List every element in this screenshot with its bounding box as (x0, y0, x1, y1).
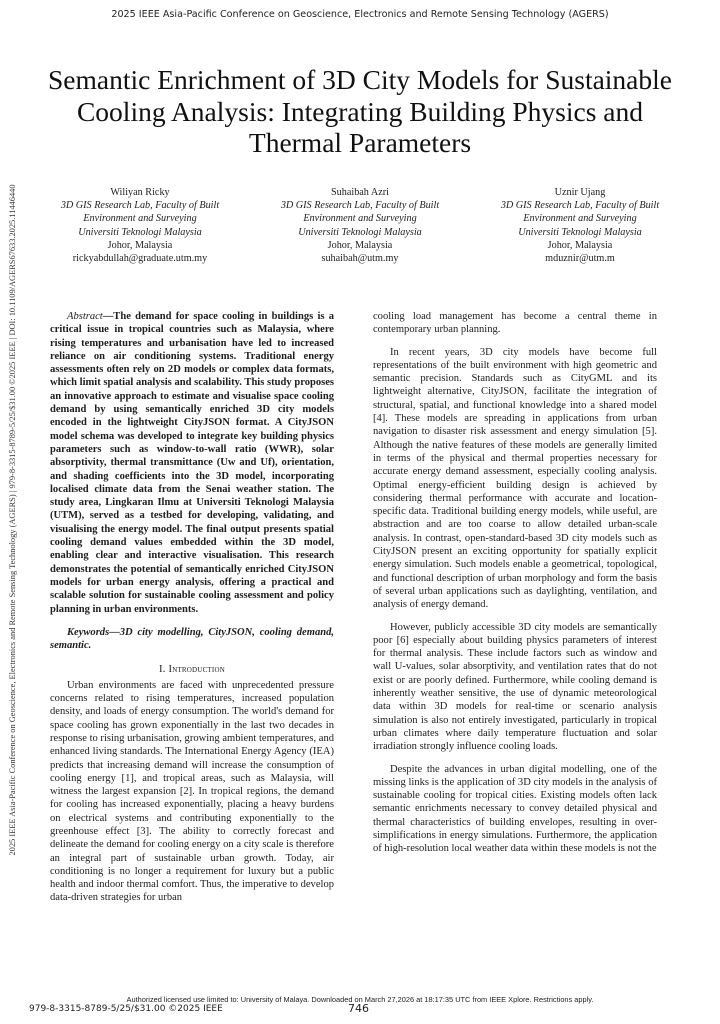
author-location: Johor, Malaysia (327, 239, 393, 251)
author-affiliation: Universiti Teknologi Malaysia (518, 226, 642, 238)
body-paragraph: cooling load management has become a central theme in contemporary urban planning. (373, 311, 657, 336)
author-affiliation: 3D GIS Research Lab, Faculty of Built (500, 200, 660, 212)
paper-title: Semantic Enrichment of 3D City Models for Sustainable Cooling Analysis: Integrating Building Physics and Thermal Parameters (48, 64, 672, 158)
author-name: Uznir Ujang (554, 187, 606, 198)
abstract (50, 310, 334, 616)
author-affiliation: 3D GIS Research Lab, Faculty of Built (60, 200, 220, 212)
keywords: Keywords—3D city modelling, CityJSON, cooling demand, semantic. (50, 626, 334, 652)
author-affiliation: Environment and Surveying (83, 213, 197, 225)
author-block (30, 186, 690, 265)
side-copyright-strip: 2025 IEEE Asia-Pacific Conference on Geoscience, Electronics and Remote Sensing Technology (AGERS) | 979-8-3315-8789-5/25/$31.00 ©2025 IEEE | DOI: 10.1109/AGERS67633.2025.11446440 (8, 184, 17, 856)
author-card (250, 186, 470, 265)
abstract-label: Abstract (67, 311, 103, 322)
author-email[interactable]: rickyabdullah@graduate.utm.my (72, 253, 208, 265)
left-column (50, 310, 334, 905)
author-affiliation: 3D GIS Research Lab, Faculty of Built (280, 200, 440, 212)
author-name: Wiliyan Ricky (110, 187, 170, 198)
body-paragraph: Urban environments are faced with unprecedented pressure concerns related to rising temperatures, increased population density, and loads of energy consumption. The world's demand for space cooling has grown exponentially in the last two decades in response to rising urbanisation, growing ambient temperatures, and enhanced living standards. The International Energy Agency (IEA) predicts that increasing demand will increase the consumption of cooling energy [1], and tropical areas, such as Malaysia, will witness the largest expansion [2]. In tropical regions, the demand for cooling has increased exponentially, placing a heavy burdens on electrical systems and contributing exponentially to the greenhouse effect [3]. The ability to correctly forecast and delineate the demand for cooling energy on a city scale is therefore an integral part of sustainable urban growth. Today, air conditioning is no longer a requirement for luxury but a public health and indoor thermal comfort. Thus, the imperative to develop data-driven strategies for urban (50, 679, 334, 904)
section-heading-introduction: I. Introduction (159, 664, 225, 676)
author-email[interactable]: mduznir@utm.m (545, 253, 615, 265)
author-affiliation: Universiti Teknologi Malaysia (298, 226, 422, 238)
page-number: 746 (348, 1002, 369, 1015)
author-card (30, 186, 250, 265)
abstract-text: —The demand for space cooling in buildings is a critical issue in tropical countries such as Malaysia, where rising temperatures and urbanisation have led to increased reliance on air conditioning systems. Traditional energy assessments often rely on 2D models or complex data formats, which limit spatial analysis and scalability. This study proposes an innovative approach to estimate and visualise space cooling demand by using semantically enriched 3D city models encoded in the lightweight CityJSON format. A CityJSON model schema was developed to integrate key building physics parameters such as window-to-wall ratio (WWR), solar absorptivity, thermal transmittance (Uw and Uf), orientation, and shading coefficients into the 3D model, incorporating localised climate data from the Senai weather station. The study area, Lingkaran Ilmu at Universiti Teknologi Malaysia (UTM), served as a testbed for developing, validating, and visualising the energy model. The final output presents spatial cooling demand values embedded within the 3D model, enabling clear and interactive visualisation. This research demonstrates the potential of semantically enriched CityJSON models for urban energy analysis, offering a practical and scalable solution for sustainable cooling assessment and policy planning in urban environments. (50, 311, 334, 615)
author-card (470, 186, 690, 265)
authorization-notice: Authorized licensed use limited to: University of Malaya. Downloaded on March 27,2026 at 18:17:35 UTC from IEEE Xplore. Restrictions apply. (126, 995, 594, 1004)
right-column (373, 310, 657, 856)
author-location: Johor, Malaysia (107, 239, 173, 251)
author-name: Suhaibah Azri (330, 187, 389, 198)
author-email[interactable]: suhaibah@utm.my (321, 253, 399, 265)
body-paragraph: Despite the advances in urban digital modelling, one of the missing links is the application of 3D city models in the analysis of sustainable cooling for tropical cities. Existing models often lack semantic enrichments necessary to convey detailed physical and thermal characteristics of building envelopes, resulting in over-simplifications in energy simulations. Furthermore, the application of high-resolution local weather data within these models is not the (373, 763, 657, 855)
body-paragraph: However, publicly accessible 3D city models are semantically poor [6] especially about building physics parameters of interest for thermal analysis. These include factors such as window and wall U-values, solar absorptivity, and ventilation rates that do not exist or are poorly defined. Furthermore, while cooling demand is inherently weather sensitive, the use of dynamic meteorological data within 3D models for real-time or scenario analysis simulation is also not entirely investigated, particularly in tropical urban climates where daily temperature fluctuation and solar irradiation strongly influence cooling loads. (373, 621, 657, 753)
author-affiliation: Universiti Teknologi Malaysia (78, 226, 202, 238)
isbn-copyright: 979-8-3315-8789-5/25/$31.00 ©2025 IEEE (29, 1004, 223, 1014)
body-paragraph: In recent years, 3D city models have become full representations of the built environment with high geometric and semantic precision. Standards such as CityGML and its lightweight alternative, CityJSON, facilitate the integration of structural, spatial, and functional knowledge into a shared model [4]. These models are spreading in applications from urban navigation to disaster risk assessment and energy simulation [5]. Although the native features of these models are generally limited in terms of the physical and thermal properties necessary for accurate energy demand assessment, especially cooling analysis. Optimal energy-efficient building design is achieved by considering thermal performance with accurate and location-specific data. Traditional building energy models, while useful, are abstraction and are too coarse to allow detailed urban-scale analysis. In contrast, open-standard-based 3D city models such as CityJSON present an exciting opportunity for spatially explicit energy simulation. Such models enable a geometrical, topological, and functional description of urban morphology and form the basis of several urban applications such as daylighting, ventilation, and analysis of energy demand. (373, 346, 657, 611)
author-affiliation: Environment and Surveying (303, 213, 417, 225)
author-location: Johor, Malaysia (547, 239, 613, 251)
author-affiliation: Environment and Surveying (523, 213, 637, 225)
running-header: 2025 IEEE Asia-Pacific Conference on Geoscience, Electronics and Remote Sensing Technology (AGERS) (111, 9, 609, 20)
